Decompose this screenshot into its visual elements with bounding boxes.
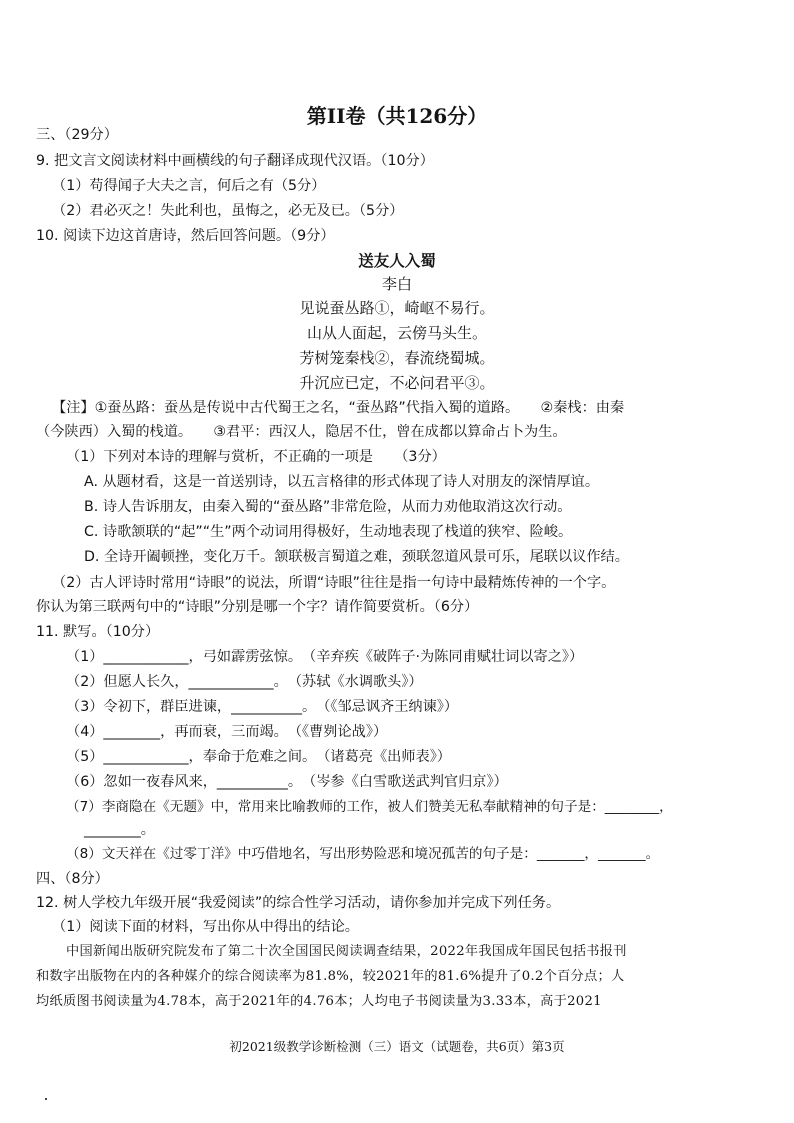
q10-sub2-line-2: 你认为第三联两句中的“诗眼”分别是哪一个字？请作简要赏析。（6分） <box>36 599 479 615</box>
q10-option-d: D. 全诗开阖顿挫，变化万千。颔联极言蜀道之难，颈联忽道风景可乐，尾联以议作结。 <box>84 549 629 565</box>
q11-item-2: （2）但愿人长久，____________。 （苏轼《水调歌头》） <box>66 674 423 690</box>
q10-option-c: C. 诗歌颔联的“起”“生”两个动词用得极好，生动地表现了栈道的狭窄、险峻。 <box>84 524 573 540</box>
q9-sub2: （2）君必灭之！失此利也，虽悔之，必无及已。（5分） <box>52 203 404 219</box>
q12-material-line-2: 和数字出版物在内的各种媒介的综合阅读率为81.8%，较2021年的81.6%提升了0.2个百分点；人 <box>36 969 625 984</box>
q11-item-3: （3）令初下，群臣进谏，__________。 （《邹忌讽齐王纳谏》） <box>66 699 459 715</box>
q12-stem: 12. 树人学校九年级开展“我爱阅读”的综合性学习活动，请你参加并完成下列任务。 <box>36 895 561 911</box>
poem-author: 李白 <box>381 275 412 293</box>
poem-note-line-1: 【注】①蚕丛路：蚕丛是传说中古代蜀王之名，“蚕丛路”代指入蜀的道路。 ②秦栈：由秦 <box>52 400 625 416</box>
q10-stem: 10. 阅读下边这首唐诗，然后回答问题。（9分） <box>36 228 335 244</box>
q11-item-7: （7）李商隐在《无题》中，常用来比喻教师的工作，被人们赞美无私奉献精神的句子是：________， <box>66 799 673 815</box>
page-footer: 初2021级教学诊断检测（三）语文（试题卷，共6页）第3页 <box>229 1039 565 1054</box>
q11-stem: 11. 默写。（10分） <box>36 624 160 640</box>
poem-title: 送友人入蜀 <box>358 251 436 270</box>
scan-speck <box>45 1098 47 1100</box>
page-title: 第II卷（共126分） <box>306 104 488 128</box>
q12-sub1: （1）阅读下面的材料，写出你从中得出的结论。 <box>52 919 359 935</box>
q12-material-line-3: 均纸质图书阅读量为4.78本，高于2021年的4.76本；人均电子书阅读量为3.33本，高于2021 <box>36 994 602 1009</box>
poem-note-line-2: （今陕西）入蜀的栈道。 ③君平：西汉人，隐居不仕，曾在成都以算命占卜为生。 <box>36 424 567 440</box>
q11-item-5: （5）____________，奉命于危难之间。 （诸葛亮《出师表》） <box>66 749 451 765</box>
poem-line-2: 山从人面起，云傍马头生。 <box>306 324 487 342</box>
q11-item-7-cont: ________。 <box>84 822 155 838</box>
q9-sub1: （1）苟得闻子大夫之言，何后之有（5分） <box>52 178 326 194</box>
poem-line-4: 升沉应已定，不必问君平③。 <box>299 374 495 392</box>
q10-option-b: B. 诗人告诉朋友，由秦入蜀的“蚕丛路”非常危险，从而力劝他取消这次行动。 <box>84 499 572 515</box>
q11-item-6: （6）忽如一夜春风来，__________。 （岑参《白雪歌送武判官归京》） <box>66 774 508 790</box>
poem-line-1: 见说蚕丛路①，崎岖不易行。 <box>299 299 495 317</box>
q9-stem: 9. 把文言文阅读材料中画横线的句子翻译成现代汉语。（10分） <box>36 153 434 169</box>
section-three-heading: 三、（29分） <box>36 127 118 143</box>
q11-item-4: （4）________，再而衰，三而竭。 （《曹刿论战》） <box>66 724 388 740</box>
q10-sub2-line-1: （2）古人评诗时常用“诗眼”的说法，所谓“诗眼”往往是指一句诗中最精炼传神的一个字。 <box>52 575 616 591</box>
q12-material-line-1: 中国新闻出版研究院发布了第二十次全国国民阅读调查结果，2022年我国成年国民包括书报刊 <box>66 944 627 959</box>
q10-option-a: A. 从题材看，这是一首送别诗，以五言格律的形式体现了诗人对朋友的深情厚谊。 <box>84 474 600 490</box>
poem-line-3: 芳树笼秦栈②，春流绕蜀城。 <box>299 349 495 367</box>
q11-item-8: （8）文天祥在《过零丁洋》中巧借地名，写出形势险恶和境况孤苦的句子是：_______，_______。 <box>66 846 660 862</box>
section-four-heading: 四、（8分） <box>36 871 109 887</box>
q11-item-1: （1）____________，弓如霹雳弦惊。 （辛弃疾《破阵子·为陈同甫赋壮词以寄之》） <box>66 649 584 665</box>
q10-sub1: （1）下列对本诗的理解与赏析，不正确的一项是 （3分） <box>66 449 446 465</box>
